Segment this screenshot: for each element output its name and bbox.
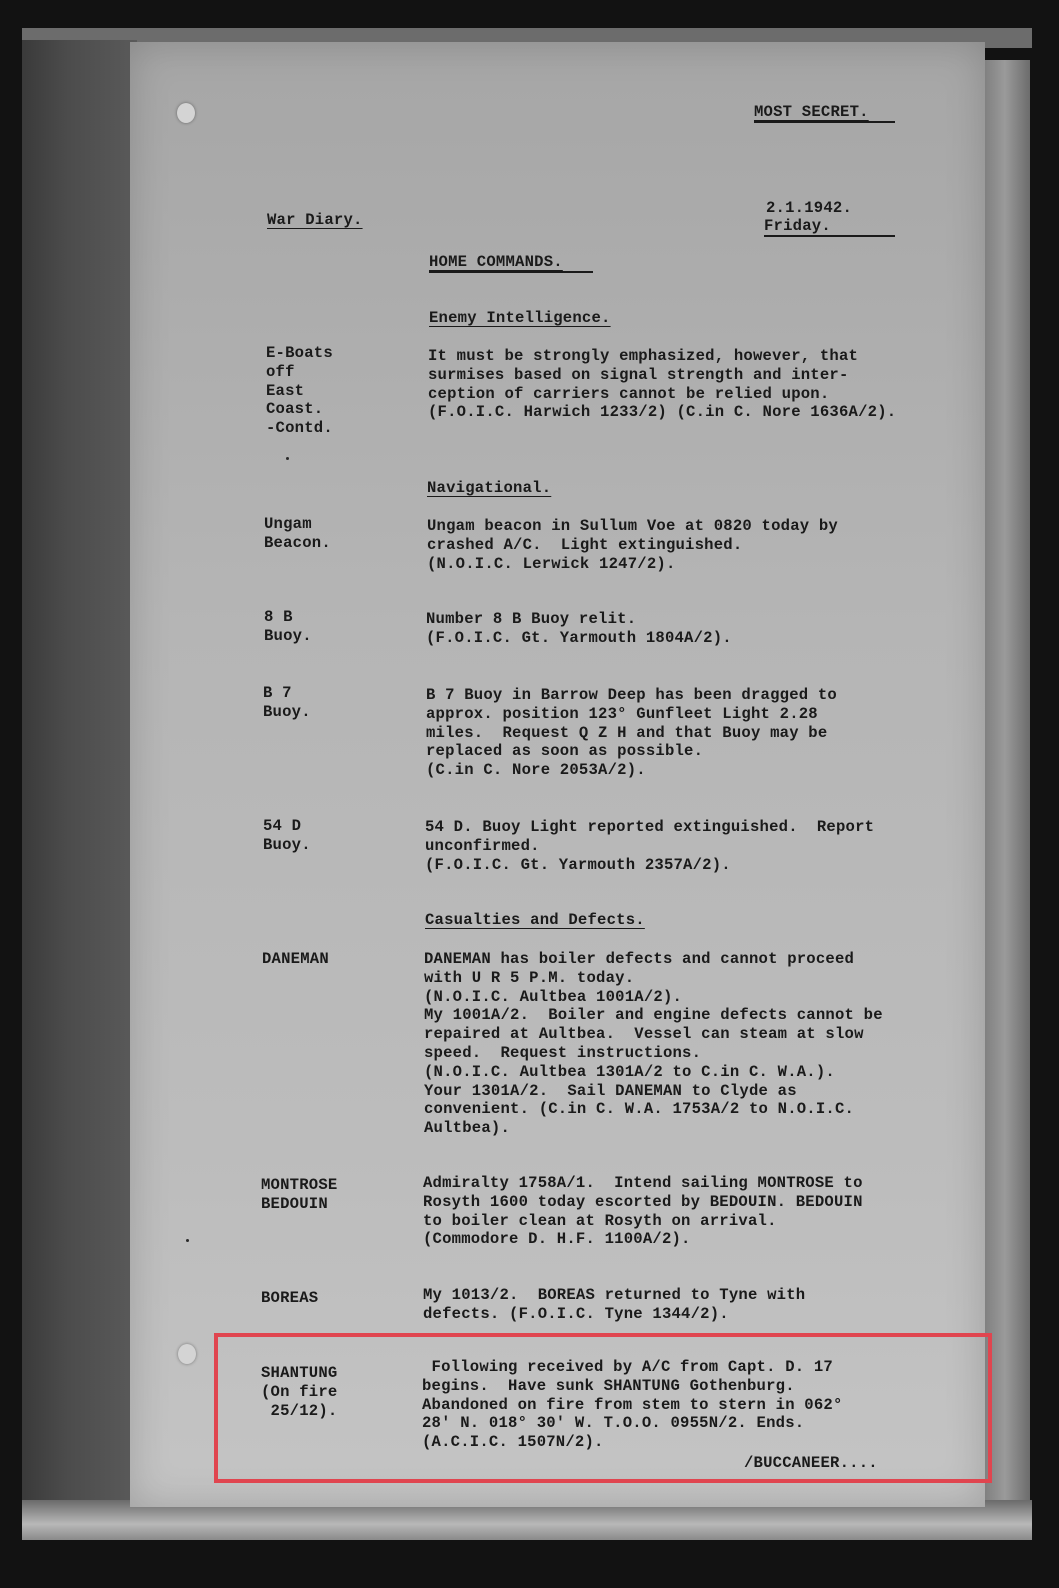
heading-enemy-intelligence: Enemy Intelligence. <box>429 309 611 327</box>
entry-text-b7-buoy: B 7 Buoy in Barrow Deep has been dragged to approx. position 123° Gunfleet Light 2.28 miles. Request Q Z H and that Buoy may be replaced as soon as possible. (C.in C. Nore 2053A/2). <box>426 686 837 780</box>
entry-text-daneman: DANEMAN has boiler defects and cannot proceed with U R 5 P.M. today. (N.O.I.C. Aultbea 1001A/2). My 1001A/2. Boiler and engine defects cannot be repaired at Aultbea. Vessel can steam at slow speed. Request instructions. (N.O.I.C. Aultbea 1301A/2 to C.in C. W.A.). Your 1301A/2. Sail DANEMAN to Clyde as convenient. (C.in C. W.A. 1753A/2 to N.O.I.C. Aultbea). <box>424 950 883 1138</box>
section-underline <box>429 271 593 273</box>
entry-label-54d-buoy: 54 D Buoy. <box>263 817 311 854</box>
entry-text-shantung: Following received by A/C from Capt. D. 17 begins. Have sunk SHANTUNG Gothenburg. Abandoned on fire from stem to stern in 062° 28' N. 018° 30' W. T.O.O. 0955N/2. Ends. (A.C.I.C. 1507N/2). <box>422 1358 843 1452</box>
entry-date: 2.1.1942. <box>766 199 853 217</box>
document-title: War Diary. <box>267 211 363 229</box>
entry-text-8b-buoy: Number 8 B Buoy relit. (F.O.I.C. Gt. Yarmouth 1804A/2). <box>426 610 732 647</box>
heading-navigational: Navigational. <box>427 479 552 497</box>
stray-mark <box>186 1239 189 1242</box>
punch-hole-top <box>177 103 195 123</box>
heading-casualties-defects: Casualties and Defects. <box>425 911 645 929</box>
film-edge-left <box>22 40 137 1530</box>
punch-hole-bottom <box>178 1344 196 1364</box>
entry-label-boreas: BOREAS <box>261 1289 319 1307</box>
entry-label-shantung: SHANTUNG (On fire 25/12). <box>261 1364 338 1420</box>
entry-label-8b-buoy: 8 B Buoy. <box>264 608 312 645</box>
entry-text-ungam-beacon: Ungam beacon in Sullum Voe at 0820 today by crashed A/C. Light extinguished. (N.O.I.C. Lerwick 1247/2). <box>427 517 838 573</box>
entry-label-ungam-beacon: Ungam Beacon. <box>264 515 331 552</box>
stray-mark <box>286 457 289 460</box>
date-underline <box>764 235 895 237</box>
section-home-commands: HOME COMMANDS. <box>429 253 563 271</box>
highlight-box <box>214 1333 992 1483</box>
entry-label-montrose-bedouin: MONTROSE BEDOUIN <box>261 1176 338 1213</box>
entry-day: Friday. <box>764 217 831 235</box>
classification-underline <box>754 121 895 123</box>
entry-text-54d-buoy: 54 D. Buoy Light reported extinguished. Report unconfirmed. (F.O.I.C. Gt. Yarmouth 2357A/2). <box>425 818 875 874</box>
classification-mark: MOST SECRET. <box>754 103 869 121</box>
continuation-catchword: /BUCCANEER.... <box>744 1454 878 1472</box>
film-edge-right <box>980 60 1030 1500</box>
entry-text-montrose-bedouin: Admiralty 1758A/1. Intend sailing MONTROSE to Rosyth 1600 today escorted by BEDOUIN. BEDOUIN to boiler clean at Rosyth on arrival. (Commodore D. H.F. 1100A/2). <box>423 1174 863 1249</box>
entry-label-e-boats: E-Boats off East Coast. -Contd. <box>266 344 333 438</box>
entry-text-e-boats: It must be strongly emphasized, however, that surmises based on signal strength and inter- ception of carriers cannot be relied upon. (F.O.I.C. Harwich 1233/2) (C.in C. Nore 1636A/2). <box>428 347 897 422</box>
entry-label-b7-buoy: B 7 Buoy. <box>263 684 311 721</box>
entry-text-boreas: My 1013/2. BOREAS returned to Tyne with defects. (F.O.I.C. Tyne 1344/2). <box>423 1286 806 1323</box>
entry-label-daneman: DANEMAN <box>262 950 329 968</box>
